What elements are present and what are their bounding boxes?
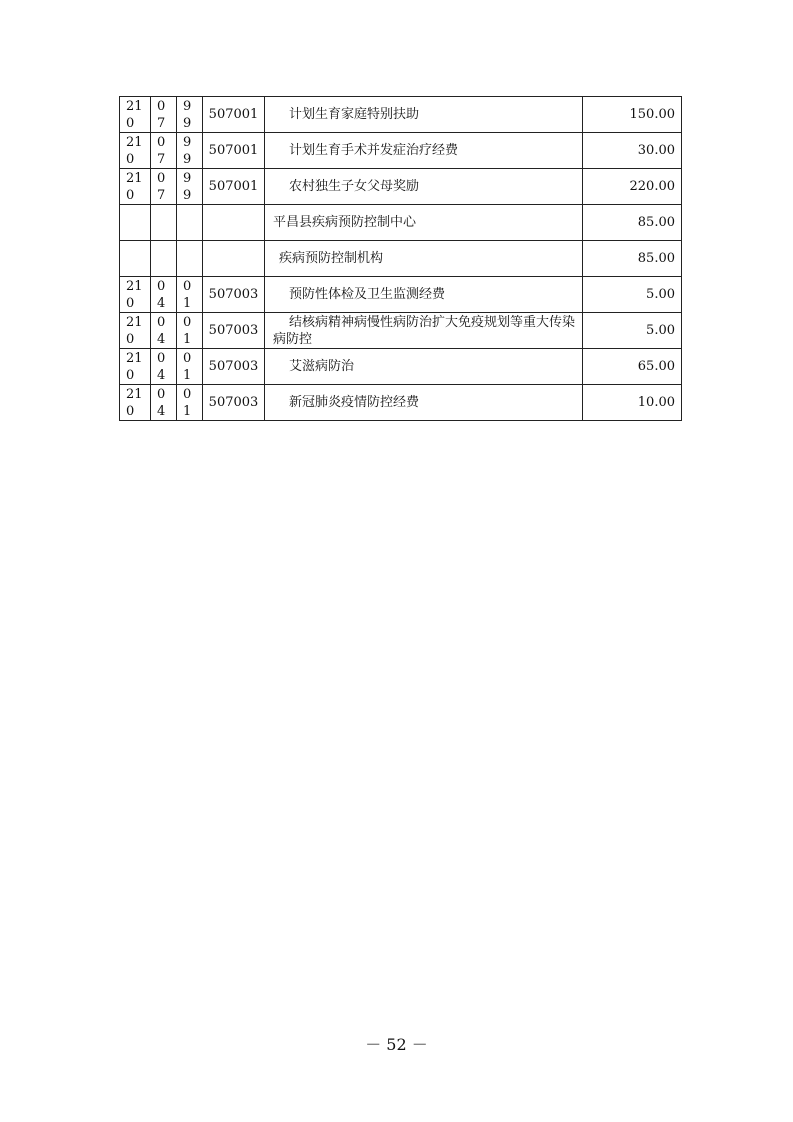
class-code-cell: 21 0 (120, 169, 151, 205)
item-code-cell: 9 9 (177, 133, 203, 169)
class-code-cell: 21 0 (120, 97, 151, 133)
unit-code-cell: 507003 (203, 349, 265, 385)
class-code-cell: 21 0 (120, 277, 151, 313)
amount-cell: 5.00 (583, 277, 682, 313)
table-row (120, 313, 682, 349)
class-code-cell: 21 0 (120, 349, 151, 385)
class-code-cell: 21 0 (120, 385, 151, 421)
item-code-cell: 9 9 (177, 97, 203, 133)
table-row (120, 133, 682, 169)
class-code-cell: 21 0 (120, 133, 151, 169)
amount-cell: 30.00 (583, 133, 682, 169)
item-name-cell: 结核病精神病慢性病防治扩大免疫规划等重大传染病防控 (265, 313, 583, 349)
section-code-cell: 0 4 (151, 313, 177, 349)
amount-cell: 5.00 (583, 313, 682, 349)
section-code-cell: 0 4 (151, 385, 177, 421)
section-code-cell: 0 4 (151, 349, 177, 385)
section-code-cell: 0 4 (151, 277, 177, 313)
table-row (120, 241, 682, 277)
item-name-cell: 农村独生子女父母奖励 (265, 169, 583, 205)
page-number: － 52 － (365, 1035, 428, 1054)
item-name-cell: 预防性体检及卫生监测经费 (265, 277, 583, 313)
amount-cell: 85.00 (583, 241, 682, 277)
section-code-cell: 0 7 (151, 133, 177, 169)
table-row (120, 97, 682, 133)
item-code-cell (177, 205, 203, 241)
unit-code-cell: 507001 (203, 133, 265, 169)
amount-cell: 220.00 (583, 169, 682, 205)
unit-code-cell: 507003 (203, 277, 265, 313)
unit-code-cell (203, 241, 265, 277)
unit-code-cell: 507001 (203, 97, 265, 133)
unit-code-cell: 507001 (203, 169, 265, 205)
section-code-cell (151, 241, 177, 277)
item-name-cell: 艾滋病防治 (265, 349, 583, 385)
unit-code-cell: 507003 (203, 313, 265, 349)
item-name-cell: 计划生育家庭特别扶助 (265, 97, 583, 133)
section-code-cell: 0 7 (151, 169, 177, 205)
item-code-cell: 0 1 (177, 277, 203, 313)
unit-code-cell: 507003 (203, 385, 265, 421)
amount-cell: 85.00 (583, 205, 682, 241)
item-code-cell: 0 1 (177, 385, 203, 421)
table-row (120, 205, 682, 241)
category-name-cell: 疾病预防控制机构 (265, 241, 583, 277)
amount-cell: 65.00 (583, 349, 682, 385)
table-row (120, 277, 682, 313)
budget-table (119, 96, 682, 421)
class-code-cell (120, 205, 151, 241)
item-name-cell: 新冠肺炎疫情防控经费 (265, 385, 583, 421)
section-code-cell (151, 205, 177, 241)
item-code-cell (177, 241, 203, 277)
department-name-cell: 平昌县疾病预防控制中心 (265, 205, 583, 241)
class-code-cell (120, 241, 151, 277)
table-row (120, 385, 682, 421)
table-row (120, 169, 682, 205)
table-row (120, 349, 682, 385)
section-code-cell: 0 7 (151, 97, 177, 133)
item-code-cell: 0 1 (177, 313, 203, 349)
amount-cell: 10.00 (583, 385, 682, 421)
unit-code-cell (203, 205, 265, 241)
item-name-cell: 计划生育手术并发症治疗经费 (265, 133, 583, 169)
amount-cell: 150.00 (583, 97, 682, 133)
class-code-cell: 21 0 (120, 313, 151, 349)
item-code-cell: 0 1 (177, 349, 203, 385)
item-code-cell: 9 9 (177, 169, 203, 205)
